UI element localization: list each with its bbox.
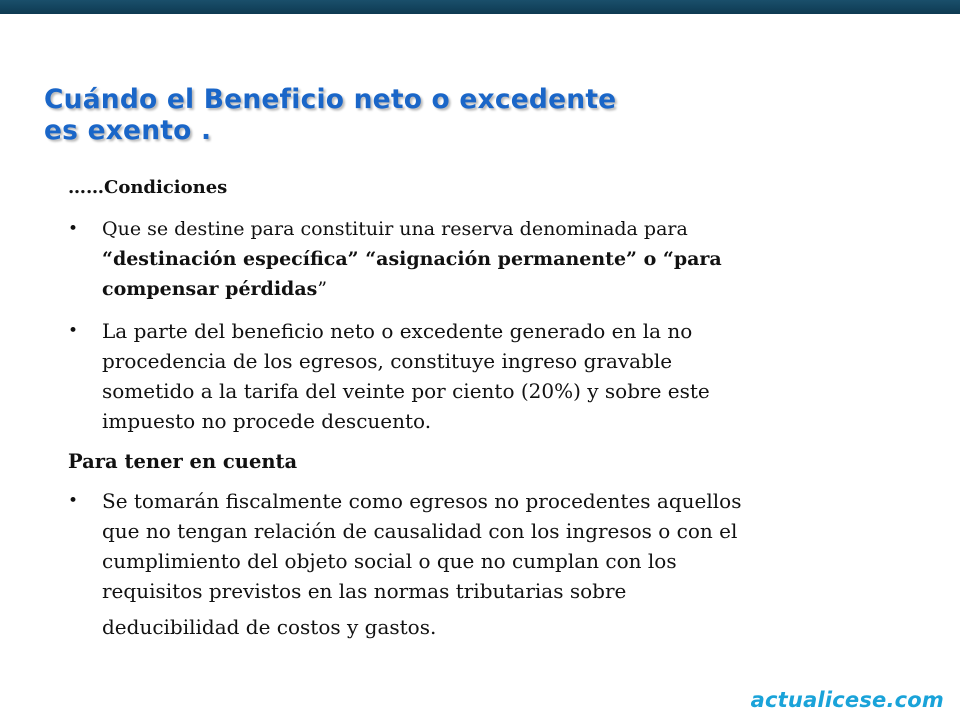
bullet-line (102, 244, 898, 274)
slide-title-line-1: Cuándo el Beneficio neto o excedente (44, 84, 617, 115)
bullet-item-excedente (68, 316, 898, 436)
slide-title-line-2: es exento . (44, 115, 212, 146)
slide-title (44, 84, 744, 146)
bullet-icon: • (68, 219, 79, 239)
tener-en-cuenta-heading: Para tener en cuenta (68, 450, 298, 473)
quote-mark: ” “ (347, 248, 377, 270)
top-bar (0, 0, 960, 14)
condiciones-heading: ……Condiciones (68, 177, 228, 198)
bullet-line: sometido a la tarifa del veinte por ciento (20%) y sobre este (102, 379, 710, 403)
bullet-item-egresos (68, 486, 898, 642)
quote-mark: ” o “ (626, 248, 674, 270)
bold-term: destinación específica (112, 248, 348, 270)
bullet-item-reserva (68, 214, 898, 304)
bullet-line: cumplimiento del objeto social o que no cumplan con los (102, 549, 677, 573)
bullet-line: deducibilidad de costos y gastos. (102, 615, 437, 639)
bullet-line: que no tengan relación de causalidad con los ingresos o con el (102, 519, 738, 543)
slide-content (68, 174, 898, 654)
bullet-line: Que se destine para constituir una reserva denominada para (102, 218, 688, 240)
bold-term: asignación permanente (376, 248, 627, 270)
bullet-line: Se tomarán fiscalmente como egresos no procedentes aquellos (102, 489, 742, 513)
bold-term: para (673, 248, 722, 270)
bullet-line: impuesto no procede descuento. (102, 409, 432, 433)
actualicese-logo: actualicese.com (750, 688, 944, 712)
bold-term: compensar pérdidas (102, 278, 318, 300)
quote-mark: “ (102, 248, 113, 270)
bullet-line (102, 274, 898, 304)
bullet-line: procedencia de los egresos, constituye ingreso gravable (102, 349, 673, 373)
bullet-icon: • (68, 491, 79, 511)
bullet-icon: • (68, 321, 79, 341)
quote-mark: ” (317, 278, 328, 300)
bullet-line: La parte del beneficio neto o excedente generado en la no (102, 319, 693, 343)
bullet-line: requisitos previstos en las normas tributarias sobre (102, 579, 627, 603)
